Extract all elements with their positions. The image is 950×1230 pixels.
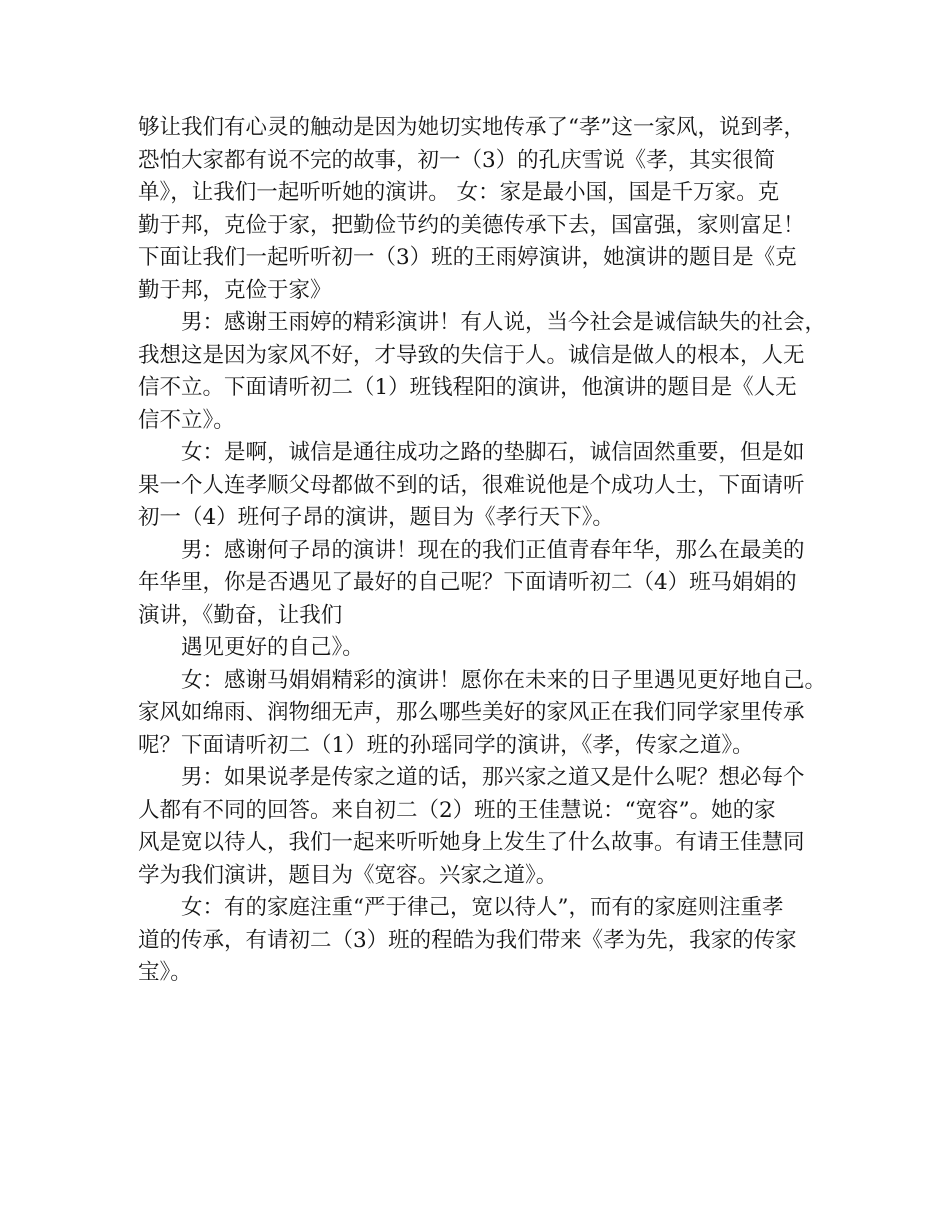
text-line: 风是宽以待人，我们一起来听听她身上发生了什么故事。有请王佳慧同 (138, 830, 805, 855)
text-line: 够让我们有心灵的触动是因为她切实地传承了“孝”这一家风，说到孝， (138, 115, 805, 140)
text-line: 家风如绵雨、润物细无声，那么哪些美好的家风正在我们同学家里传承 (138, 700, 805, 725)
text-line: 演讲，《勤奋，让我们 (138, 602, 343, 628)
text-line: 我想这是因为家风不好，才导致的失信于人。诚信是做人的根本，人无 (138, 342, 805, 368)
text-line: 呢？下面请听初二（1）班的孙瑶同学的演讲，《孝，传家之道》。 (138, 732, 754, 758)
text-line: 信不立》。 (138, 407, 235, 433)
text-line: 女：是啊，诚信是通往成功之路的垫脚石，诚信固然重要，但是如 (181, 440, 805, 465)
text-line: 勤于邦，克俭于家》 (138, 277, 332, 303)
text-line: 女：感谢马娟娟精彩的演讲！愿你在未来的日子里遇见更好地自己。 (181, 667, 827, 693)
text-line: 遇见更好的自己》。 (181, 635, 364, 660)
text-line: 初一（4）班何子昂的演讲，题目为《孝行天下》。 (138, 505, 614, 530)
text-line: 勤于邦，克俭于家，把勤俭节约的美德传承下去，国富强，家则富足！ (138, 212, 805, 238)
text-line: 男：如果说孝是传家之道的话，那兴家之道又是什么呢？想必每个 (181, 765, 805, 790)
text-line: 男：感谢何子昂的演讲！现在的我们正值青春年华，那么在最美的 (181, 537, 805, 563)
text-line: 单》，让我们一起听听她的演讲。 女：家是最小国，国是千万家。克 (138, 180, 780, 205)
text-line: 宝》。 (138, 960, 192, 985)
document-body (138, 112, 828, 990)
text-line: 信不立。下面请听初二（1）班钱程阳的演讲，他演讲的题目是《人无 (138, 375, 797, 400)
text-line: 下面让我们一起听听初一（3）班的王雨婷演讲，她演讲的题目是《克 (138, 245, 797, 270)
text-line: 学为我们演讲，题目为《宽容。兴家之道》。 (138, 862, 558, 888)
text-line: 果一个人连孝顺父母都做不到的话，很难说他是个成功人士，下面请听 (138, 472, 805, 498)
text-line: 恐怕大家都有说不完的故事，初一（3）的孔庆雪说《孝，其实很简 (138, 147, 776, 173)
text-line: 女：有的家庭注重“严于律己，宽以待人”，而有的家庭则注重孝 (181, 895, 784, 920)
text-line: 男：感谢王雨婷的精彩演讲！有人说，当今社会是诚信缺失的社会， (181, 310, 827, 335)
text-line: 人都有不同的回答。来自初二（2）班的王佳慧说：“宽容”。她的家 (138, 797, 776, 823)
text-line: 年华里，你是否遇见了最好的自己呢？下面请听初二（4）班马娟娟的 (138, 570, 797, 595)
text-line: 道的传承，有请初二（3）班的程皓为我们带来《孝为先，我家的传家 (138, 927, 797, 953)
